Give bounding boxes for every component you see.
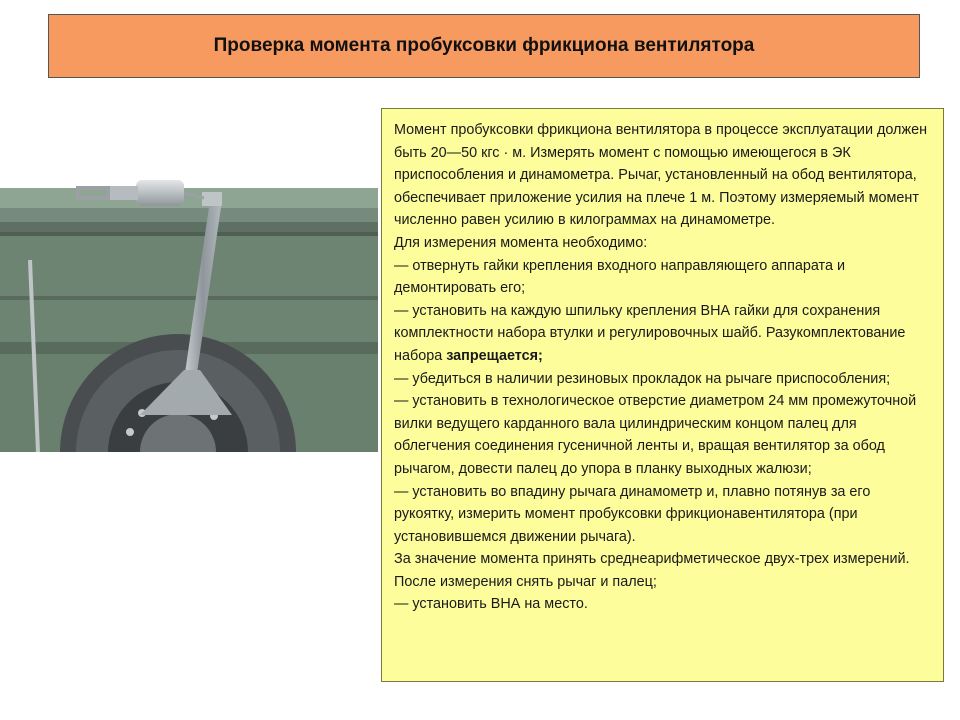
slide-title-box <box>48 14 920 78</box>
step-2-text: — установить на каждую шпильку крепления ВНА гайки для сохранения комплектности набора втулки и регулировочных шайб. Разукомплектование набора <box>394 302 906 364</box>
paragraph-step-5: — установить во впадину рычага динамометр и, плавно потянув за его рукоятку, измерить момент пробуксовки фрикционавентилятора (при установившемся движении рычага). <box>394 483 871 545</box>
housing-panel <box>0 232 378 342</box>
slide-title: Проверка момента пробуксовки фрикциона вентилятора <box>213 35 755 56</box>
paragraph-heading: Для измерения момента необходимо: <box>394 234 648 251</box>
fan-clutch-illustration <box>0 170 378 452</box>
paragraph-step-1: — отвернуть гайки крепления входного направляющего аппарата и демонтировать его; <box>394 257 846 297</box>
top-rail <box>0 188 378 208</box>
paragraph-step-6: За значение момента принять среднеарифметическое двух-трех измерений. После измерения снять рычаг и палец; <box>394 551 910 590</box>
instructions-box <box>381 108 944 682</box>
paragraph-step-4: — установить в технологическое отверстие диаметром 24 мм промежуточной вилки ведущего карданного вала цилиндрическим концом палец для облегчения соединения гусеничной ленты и, вращая вентилятор за обод рычагом, довести палец до упора в планку выходных жалюзи; <box>394 393 917 477</box>
paragraph-step-7: — установить ВНА на место. <box>394 596 588 613</box>
paragraph-step-3: — убедиться в наличии резиновых прокладок на рычаге приспособления; <box>394 370 891 387</box>
prohibited-word: запрещается; <box>446 347 543 364</box>
paragraph-step-2 <box>394 300 931 368</box>
paragraph-intro: Момент пробуксовки фрикциона вентилятора в процессе эксплуатации должен быть 20—50 кгс · м. Измерять момент с помощью имеющегося в ЭК приспособления и динамометра. Рычаг, установленный на обод вентилятора, обеспечивает приложение усилия на плече 1 м. Поэтому измеряемый момент численно равен усилию в килограммах на динамометре. <box>394 122 928 229</box>
